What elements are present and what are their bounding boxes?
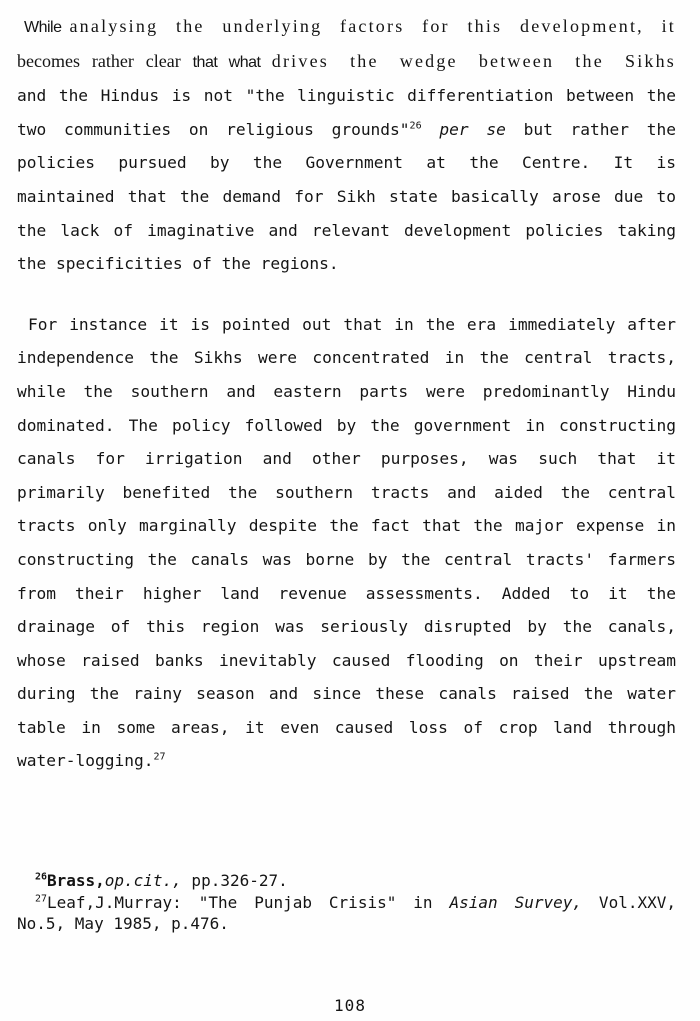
text-segment: op.cit., bbox=[104, 871, 182, 891]
text-segment: drainage of this region was seriously disrupted by the canals, bbox=[17, 617, 676, 637]
text-segment: Leaf,J.Murray: "The Punjab Crisis" in bbox=[46, 892, 450, 912]
text-line bbox=[17, 870, 676, 892]
text-line bbox=[17, 711, 676, 745]
text-segment: constructing the canals was borne by the central tracts' farmers bbox=[17, 549, 676, 569]
text-segment: dominated. The policy followed by the government in constructing bbox=[17, 415, 676, 435]
text-segment: Brass, bbox=[46, 871, 105, 891]
text-line bbox=[17, 180, 676, 214]
text-line bbox=[17, 113, 676, 147]
text-segment: 26 bbox=[409, 120, 422, 132]
text-line bbox=[17, 577, 676, 611]
text-segment: 27 bbox=[35, 893, 47, 905]
paragraph-2 bbox=[17, 308, 676, 778]
text-segment: while the southern and eastern parts were predominantly Hindu bbox=[17, 381, 676, 401]
text-segment: maintained that the demand for Sikh state basically arose due to bbox=[17, 186, 676, 206]
text-line bbox=[17, 409, 676, 443]
text-segment: drives the wedge between the Sikhs bbox=[271, 50, 677, 71]
text-line bbox=[17, 375, 676, 409]
text-line bbox=[17, 146, 676, 180]
text-segment: For instance it is pointed out that in the era immediately after bbox=[28, 314, 676, 334]
text-segment: but rather the bbox=[505, 119, 676, 139]
text-segment: per se bbox=[421, 119, 506, 139]
text-line bbox=[17, 308, 676, 342]
footnotes bbox=[17, 870, 676, 935]
text-line bbox=[17, 913, 676, 935]
text-line bbox=[17, 509, 676, 543]
text-line bbox=[17, 442, 676, 476]
text-segment: and the Hindus is not "the linguistic differentiation between the bbox=[17, 86, 676, 106]
text-segment: whose raised banks inevitably caused flooding on their upstream bbox=[17, 650, 676, 670]
text-segment: primarily benefited the southern tracts and aided the central bbox=[17, 482, 676, 502]
text-line bbox=[17, 543, 676, 577]
page-number: 108 bbox=[334, 996, 366, 1015]
text-segment: tracts only marginally despite the fact that the major expense in bbox=[17, 516, 676, 536]
text-segment: 27 bbox=[153, 752, 166, 764]
text-segment: Vol.XXV, bbox=[582, 892, 676, 912]
text-segment: canals for irrigation and other purposes, was such that it bbox=[17, 449, 676, 469]
text-segment: table in some areas, it even caused loss of crop land through bbox=[17, 717, 676, 737]
text-segment: that what bbox=[192, 53, 272, 71]
text-segment: water-logging. bbox=[17, 751, 154, 771]
text-segment: the lack of imaginative and relevant development policies taking bbox=[17, 220, 676, 240]
text-line bbox=[17, 79, 676, 113]
text-line bbox=[17, 10, 676, 45]
text-segment: Asian Survey, bbox=[449, 892, 582, 912]
text-segment: the specificities of the regions. bbox=[17, 254, 339, 274]
text-segment: independence the Sikhs were concentrated in the central tracts, bbox=[17, 348, 676, 368]
text-segment: from their higher land revenue assessments. Added to it the bbox=[17, 583, 676, 603]
text-line bbox=[17, 247, 676, 281]
text-line bbox=[17, 610, 676, 644]
text-segment: policies pursued by the Government at the Centre. It is bbox=[17, 153, 676, 173]
text-segment: While bbox=[24, 19, 70, 36]
text-segment: during the rainy season and since these canals raised the water bbox=[17, 684, 676, 704]
paragraph-1 bbox=[17, 10, 676, 281]
text-segment: 26 bbox=[35, 871, 47, 883]
text-line bbox=[17, 744, 676, 778]
text-segment: analysing the underlying factors for this development, it bbox=[69, 16, 676, 36]
text-segment: No.5, May 1985, p.476. bbox=[17, 914, 229, 934]
text-line bbox=[17, 341, 676, 375]
text-line bbox=[17, 677, 676, 711]
text-line bbox=[17, 45, 676, 80]
text-line bbox=[17, 476, 676, 510]
text-segment: becomes rather clear bbox=[17, 50, 193, 71]
text-segment: two communities on religious grounds" bbox=[17, 119, 410, 139]
text-line bbox=[17, 892, 676, 914]
text-line bbox=[17, 644, 676, 678]
text-segment: pp.326-27. bbox=[181, 871, 288, 891]
text-line bbox=[17, 214, 676, 248]
